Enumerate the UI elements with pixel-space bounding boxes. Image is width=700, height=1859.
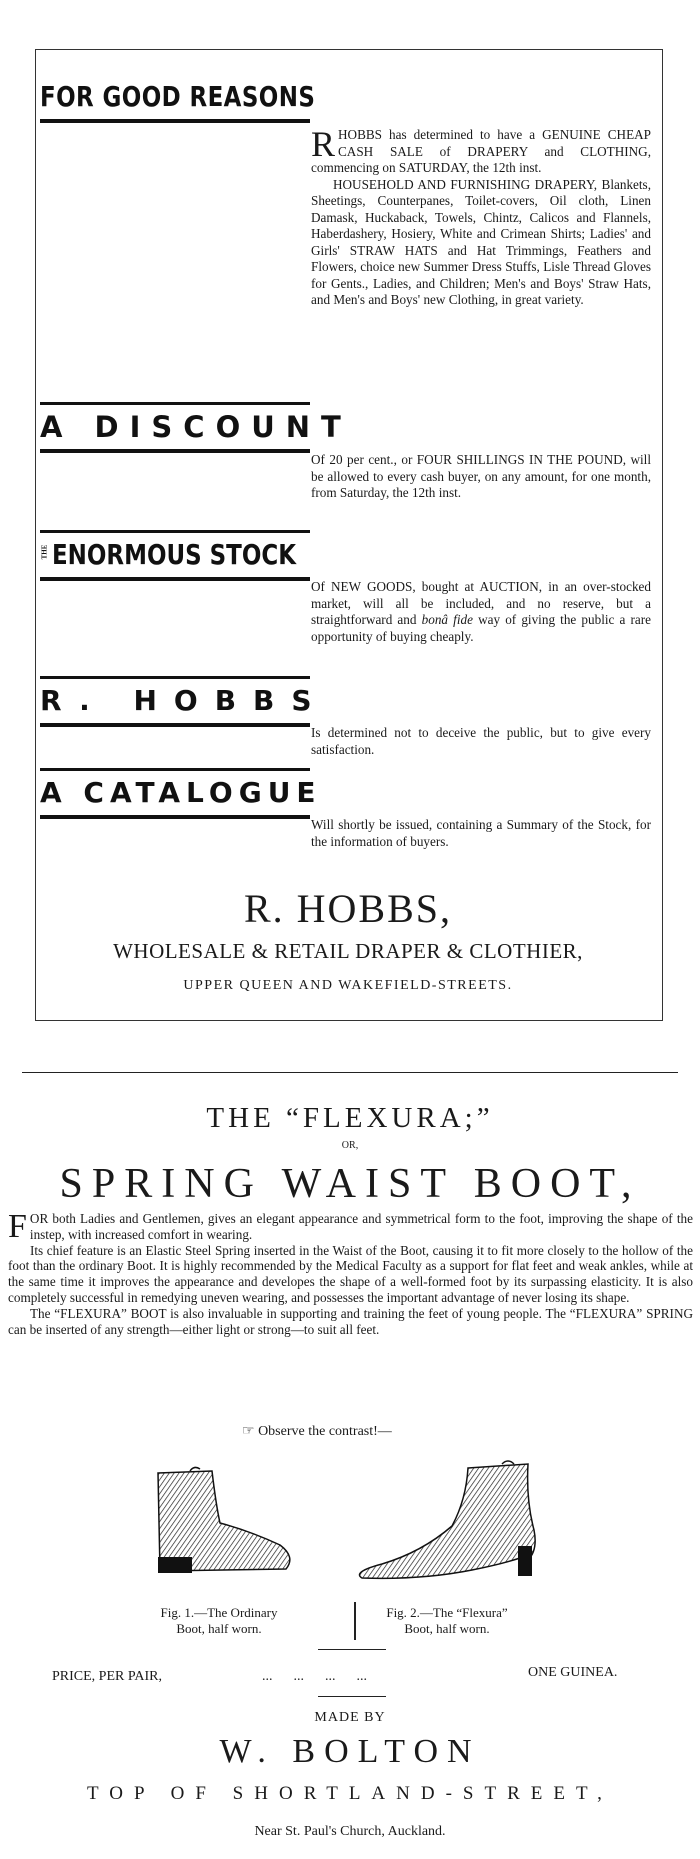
- heading-prefix-the: THE: [40, 544, 49, 560]
- price-dots: ... ... ... ...: [262, 1669, 367, 1684]
- maker-name: W. BOLTON: [219, 1733, 481, 1770]
- price-rule-bottom: [318, 1696, 386, 1697]
- maker-location: Near St. Paul's Church, Auckland.: [254, 1824, 446, 1839]
- hobbs-intro-text: RHOBBS has determined to have a GENUINE CHEAP CASH SALE of DRAPERY and CLOTHING, commencing on SATURDAY, the 12th inst. HOUSEHOLD AND FURNISHING DRAPERY, Blankets, Sheetings, Counterpanes, Toilet-covers, Oil cloth, Linen Damask, Huckaback, Towels, Chintz, Calicos and Flannels, Haberdashery, Hosiery, White and Crimean Shirts; Ladies' and Girls' STRAW HATS and Hat Trimmings, Feathers and Flowers, choice new Summer Dress Stuffs, Lisle Thread Gloves for Gents., Ladies, and Children; Men's and Boys' Straw Hats, and Men's and Boys' new Clothing, in great variety.: [311, 124, 651, 307]
- enormous-stock-text: Of NEW GOODS, bought at AUCTION, in an over-stocked market, will all be included, and no reserve, but a straightforward and bonâ fide way of giving the public a rare opportunity of buying cheaply.: [311, 579, 652, 644]
- heading-rule-top: [40, 402, 310, 405]
- hobbs-name: R. HOBBS,: [243, 886, 453, 931]
- heading-rule-top: [40, 768, 310, 771]
- discount-text: Of 20 per cent., or FOUR SHILLINGS IN THE POUND, will be allowed to every cash buyer, on any amount, for one month, from Saturday, the 12th inst.: [311, 452, 651, 500]
- drop-cap-f: F: [8, 1208, 27, 1245]
- ordinary-boot-illustration: [150, 1465, 300, 1585]
- price-label: PRICE, PER PAIR,: [52, 1669, 162, 1684]
- heading-enormous-stock: THE ENORMOUS STOCK: [40, 530, 310, 582]
- figure-1-caption: Fig. 1.—The Ordinary Boot, half worn.: [160, 1605, 278, 1636]
- pointing-hand-icon: ☞: [242, 1424, 255, 1439]
- hobbs-address: UPPER QUEEN AND WAKEFIELD-STREETS.: [183, 978, 513, 993]
- drop-cap-r: R: [311, 124, 336, 164]
- r-hobbs-text: Is determined not to deceive the public, but to give every satisfaction.: [311, 725, 651, 757]
- price-rule-top: [318, 1649, 386, 1650]
- heading-rule-top: [40, 530, 310, 533]
- catalogue-text: Will shortly be issued, containing a Summary of the Stock, for the information of buyers.: [311, 817, 651, 849]
- maker-address: TOP OF SHORTLAND-STREET,: [87, 1783, 613, 1804]
- price-value: ONE GUINEA.: [528, 1665, 618, 1680]
- heading-rule: [40, 577, 310, 581]
- heading-a-discount: A DISCOUNT: [40, 402, 310, 454]
- section-separator: [22, 1072, 678, 1073]
- figure-2-caption: Fig. 2.—The “Flexura” Boot, half worn.: [386, 1605, 508, 1636]
- heading-rule: [40, 119, 310, 123]
- or-label: OR,: [341, 1140, 359, 1151]
- heading-a-catalogue: A CATALOGUE: [40, 768, 310, 820]
- heading-r-hobbs: R. HOBBS: [40, 676, 310, 728]
- heading-rule: [40, 449, 310, 453]
- hobbs-trade: WHOLESALE & RETAIL DRAPER & CLOTHIER,: [113, 939, 583, 963]
- flexura-boot-illustration: [352, 1460, 552, 1585]
- observe-line: ☞ Observe the contrast!—: [242, 1424, 392, 1439]
- flexura-title: THE “FLEXURA;”: [206, 1102, 494, 1134]
- heading-for-good-reasons: FOR GOOD REASONS: [40, 78, 310, 130]
- spring-waist-boot-title: SPRING WAIST BOOT,: [59, 1161, 641, 1207]
- heading-rule-top: [40, 676, 310, 679]
- flexura-description: FOR both Ladies and Gentlemen, gives an elegant appearance and symmetrical form to the foot, improving the shape of the instep, with increased comfort in wearing. Its chief feature is an Elastic Steel Spring inserted in the Waist of the Boot, causing it to fit more closely to the hollow of the foot than the ordinary Boot. It is highly recommended by the Medical Faculty as a support for flat feet and weak ankles, while at the same time it improves the appearance and developes the shape of a well-formed foot by its surpassing elasticity. It is also completely successful in remedying uneven wearing, and possesses the important advantage of never losing its shape. The “FLEXURA” BOOT is also invaluable in supporting and training the feet of young people. The “FLEXURA” SPRING can be inserted of any strength—either light or strong—to suit all feet.: [8, 1208, 693, 1337]
- heading-rule: [40, 815, 310, 819]
- heading-rule: [40, 723, 310, 727]
- made-by-label: MADE BY: [314, 1710, 386, 1725]
- figure-divider: [354, 1602, 356, 1640]
